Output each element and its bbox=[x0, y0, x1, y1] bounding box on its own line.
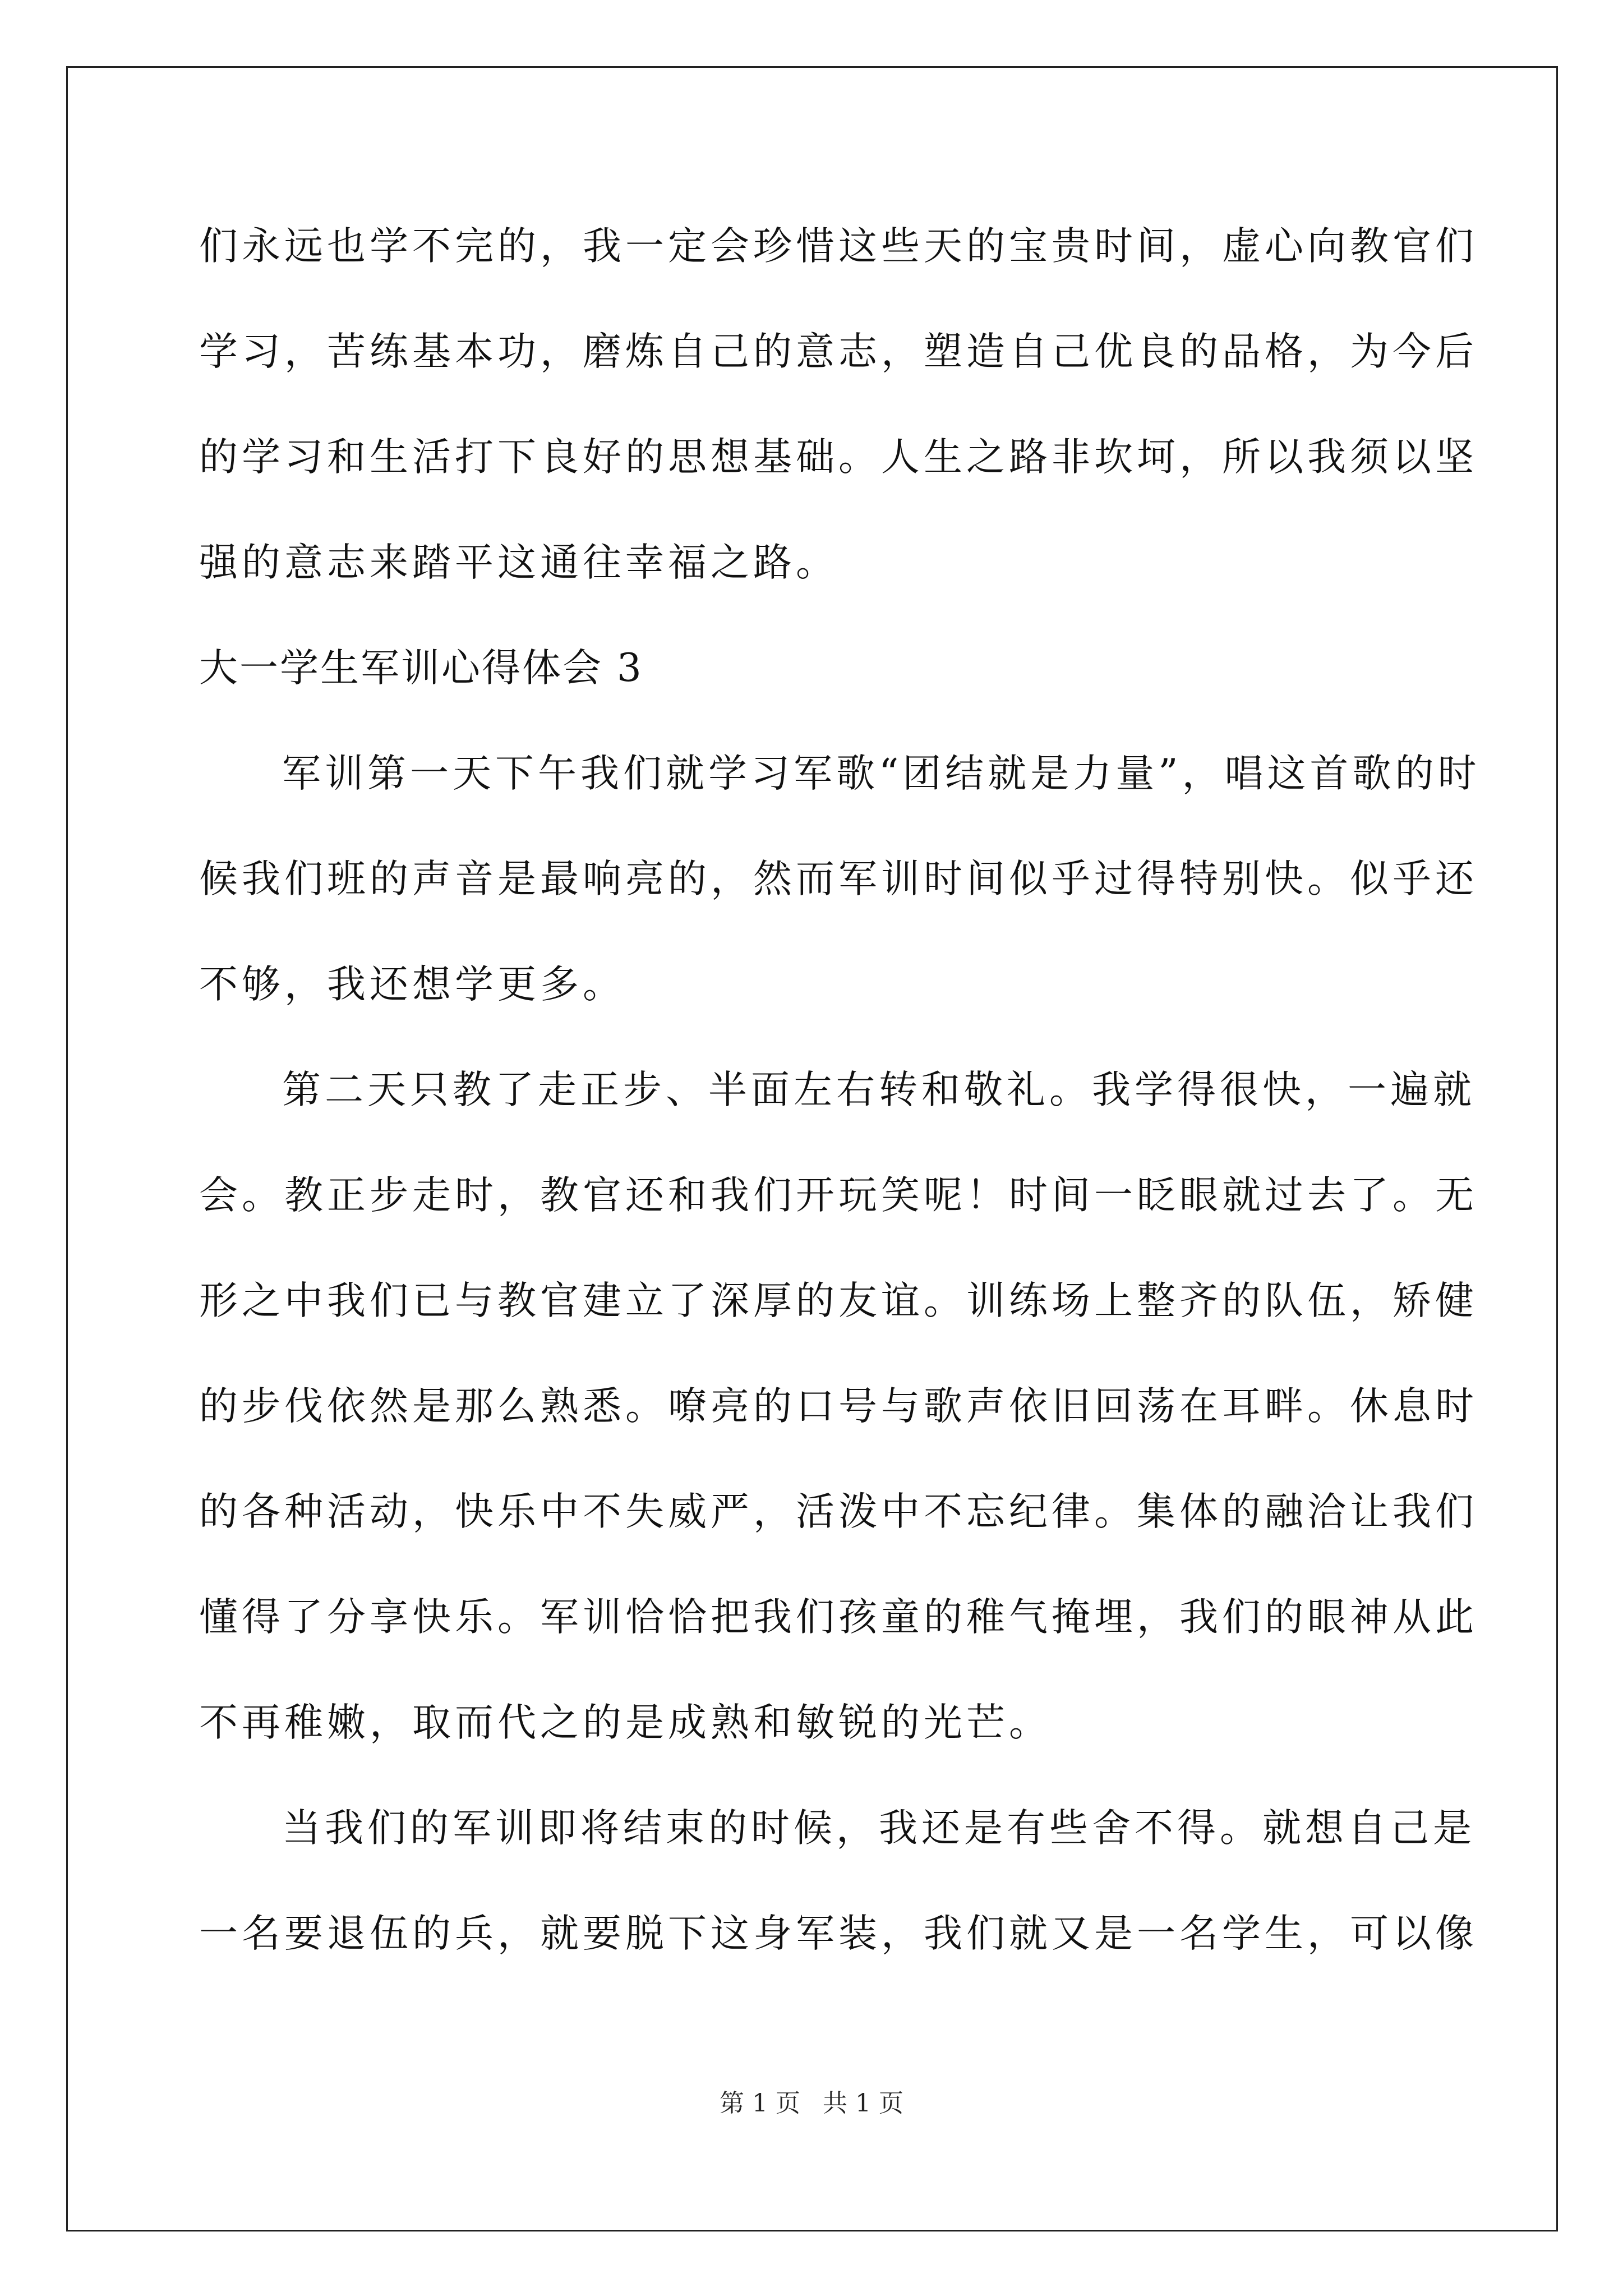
text-line: 的学习和生活打下良好的思想基础。人生之路非坎坷，所以我须以坚 bbox=[199, 435, 1478, 480]
text-line: 会。教正步走时，教官还和我们开玩笑呢！时间一眨眼就过去了。无 bbox=[199, 1173, 1478, 1218]
section-heading: 大一学生军训心得体会 3 bbox=[199, 646, 643, 691]
text-line: 们永远也学不完的，我一定会珍惜这些天的宝贵时间，虚心向教官们 bbox=[199, 224, 1478, 269]
text-line: 军训第一天下午我们就学习军歌“团结就是力量”，唱这首歌的时 bbox=[282, 751, 1481, 796]
text-line: 懂得了分享快乐。军训恰恰把我们孩童的稚气掩埋，我们的眼神从此 bbox=[199, 1595, 1478, 1640]
text-line: 的步伐依然是那么熟悉。嘹亮的口号与歌声依旧回荡在耳畔。休息时 bbox=[199, 1384, 1478, 1429]
page-number: 第 1 页 bbox=[720, 2089, 800, 2118]
page-total: 共 1 页 bbox=[823, 2089, 903, 2118]
text-line: 学习，苦练基本功，磨炼自己的意志，塑造自己优良的品格，为今后 bbox=[199, 329, 1478, 374]
text-line: 强的意志来踏平这通往幸福之路。 bbox=[199, 540, 838, 585]
text-line: 一名要退伍的兵，就要脱下这身军装，我们就又是一名学生，可以像 bbox=[199, 1911, 1478, 1956]
text-line: 候我们班的声音是最响亮的，然而军训时间似乎过得特别快。似乎还 bbox=[199, 857, 1478, 901]
text-line: 形之中我们已与教官建立了深厚的友谊。训练场上整齐的队伍，矫健 bbox=[199, 1278, 1478, 1323]
text-line: 当我们的军训即将结束的时候，我还是有些舍不得。就想自己是 bbox=[282, 1806, 1476, 1851]
text-line: 第二天只教了走正步、半面左右转和敬礼。我学得很快，一遍就 bbox=[282, 1068, 1476, 1112]
text-line: 不够，我还想学更多。 bbox=[199, 962, 625, 1007]
text-line: 的各种活动，快乐中不失威严，活泼中不忘纪律。集体的融洽让我们 bbox=[199, 1489, 1478, 1534]
document-body bbox=[199, 194, 1481, 1986]
text-line: 不再稚嫩，取而代之的是成熟和敏锐的光芒。 bbox=[199, 1700, 1052, 1745]
page-footer bbox=[0, 2087, 1623, 2120]
